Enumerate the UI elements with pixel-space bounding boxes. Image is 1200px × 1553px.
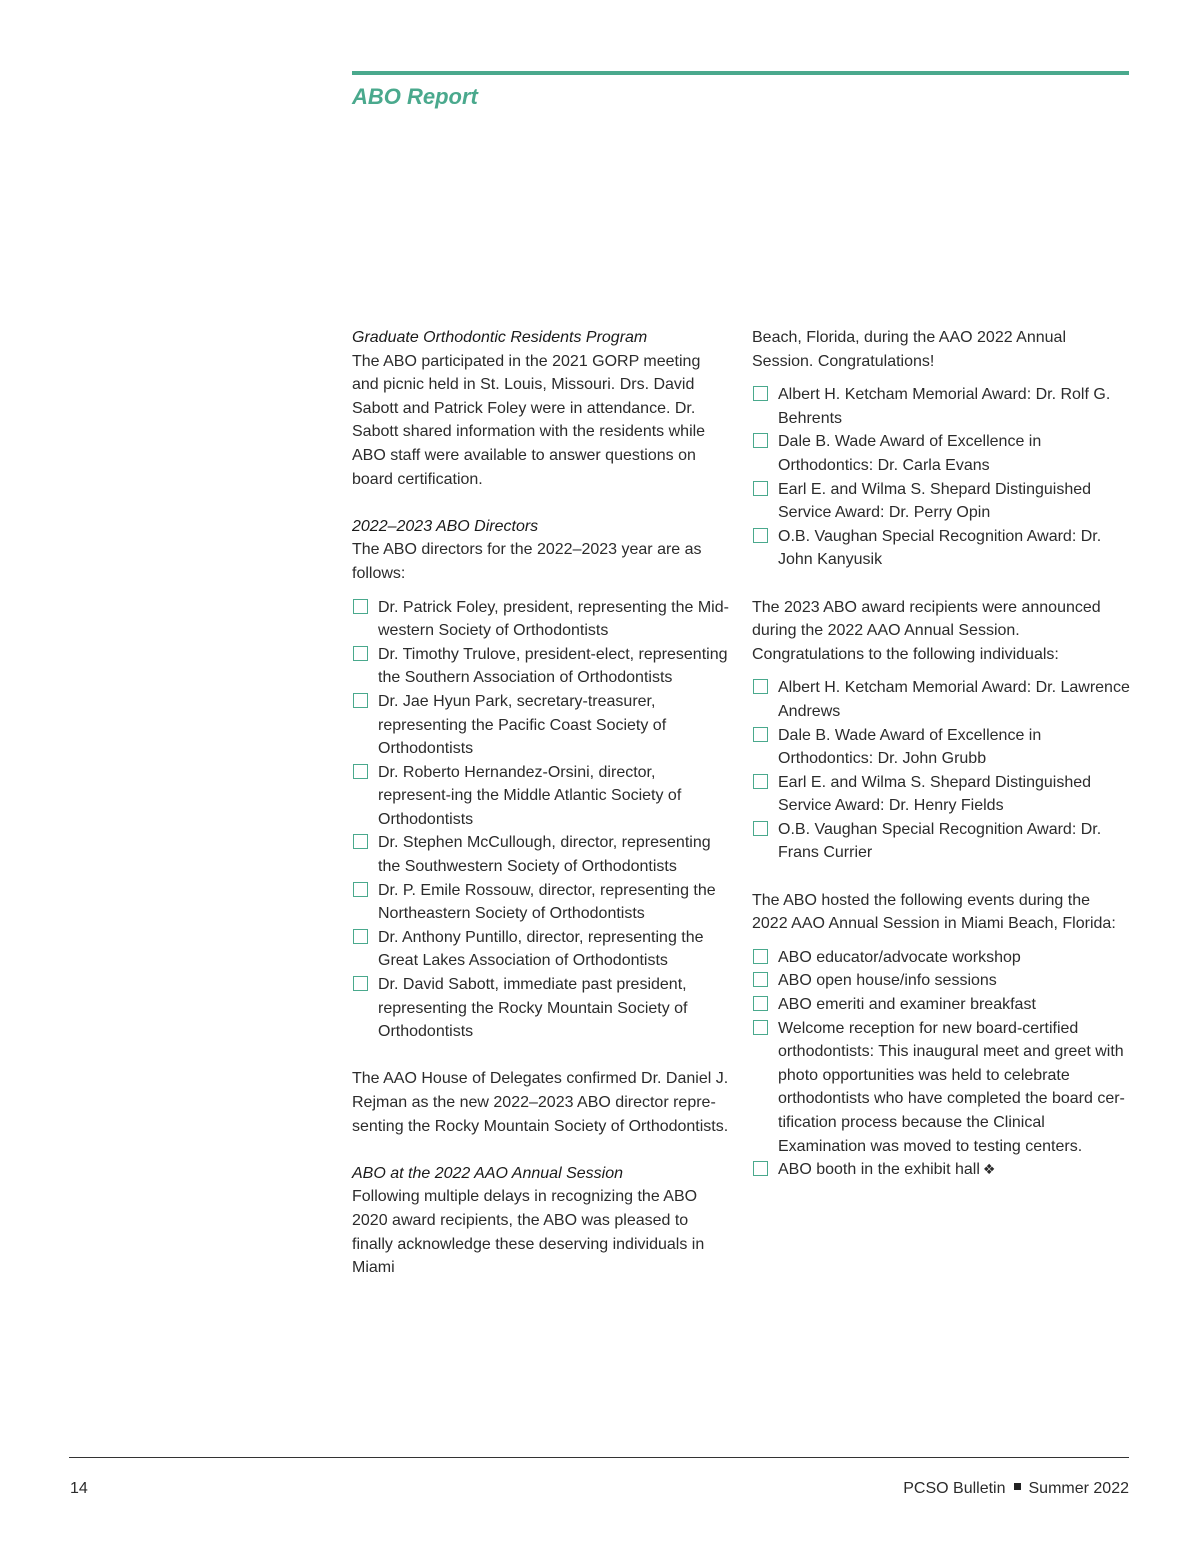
list-item: Albert H. Ketcham Memorial Award: Dr. Rolf G. Behrents — [752, 383, 1130, 430]
checkbox-bullet-icon — [353, 882, 368, 897]
checkbox-bullet-icon — [753, 528, 768, 543]
checkbox-bullet-icon — [753, 774, 768, 789]
checkbox-bullet-icon — [753, 433, 768, 448]
checkbox-bullet-icon — [753, 1161, 768, 1176]
checkbox-bullet-icon — [353, 599, 368, 614]
list-item: Dr. Timothy Trulove, president-elect, representing the Southern Association of Orthodontists — [352, 643, 730, 690]
footer-publication — [903, 1480, 1129, 1498]
events-list — [752, 946, 1130, 1182]
list-item: Earl E. and Wilma S. Shepard Distinguished Service Award: Dr. Henry Fields — [752, 771, 1130, 818]
top-rule — [352, 71, 1129, 75]
directors-list — [352, 596, 730, 1044]
checkbox-bullet-icon — [353, 834, 368, 849]
checkbox-bullet-icon — [353, 764, 368, 779]
events-intro: The ABO hosted the following events during the 2022 AAO Annual Session in Miami Beach, Florida: — [752, 891, 1116, 933]
end-mark-icon: ❖ — [982, 1161, 996, 1178]
gorp-heading: Graduate Orthodontic Residents Program — [352, 329, 648, 346]
checkbox-bullet-icon — [753, 996, 768, 1011]
directors-intro: The ABO directors for the 2022–2023 year are as follows: — [352, 541, 702, 582]
issue-label: Summer 2022 — [1028, 1480, 1129, 1497]
list-item: Dr. Patrick Foley, president, representing the Mid-western Society of Orthodontists — [352, 596, 730, 643]
checkbox-bullet-icon — [353, 929, 368, 944]
list-item: ABO emeriti and examiner breakfast — [752, 993, 1130, 1017]
footer-rule — [69, 1457, 1129, 1458]
checkbox-bullet-icon — [353, 976, 368, 991]
list-item: Dale B. Wade Award of Excellence in Orthodontics: Dr. John Grubb — [752, 724, 1130, 771]
list-item: Welcome reception for new board-certified orthodontists: This inaugural meet and greet with photo opportunities was held to celebrate orthodontists who have completed the board cer-tification process because the Clinical Examination was moved to testing centers. — [752, 1017, 1130, 1159]
list-item: Albert H. Ketcham Memorial Award: Dr. Lawrence Andrews — [752, 676, 1130, 723]
continuation-paragraph: Beach, Florida, during the AAO 2022 Annual Session. Congratulations! — [752, 329, 1066, 370]
checkbox-bullet-icon — [753, 481, 768, 496]
checkbox-bullet-icon — [753, 679, 768, 694]
checkbox-bullet-icon — [353, 646, 368, 661]
list-item: Dr. David Sabott, immediate past president, representing the Rocky Mountain Society of Orthodontists — [352, 973, 730, 1044]
awards-2020-list — [752, 383, 1130, 572]
list-item: Dr. Jae Hyun Park, secretary-treasurer, representing the Pacific Coast Society of Orthodontists — [352, 690, 730, 761]
list-item: O.B. Vaughan Special Recognition Award: Dr. Frans Currier — [752, 818, 1130, 865]
list-item: ABO booth in the exhibit hall ❖ — [752, 1158, 1130, 1182]
checkbox-bullet-icon — [753, 972, 768, 987]
gorp-body: The ABO participated in the 2021 GORP meeting and picnic held in St. Louis, Missouri. Drs. David Sabott and Patrick Foley were in attendance. Dr. Sabott shared information with the residents while ABO staff were available to answer questions on board certification. — [352, 352, 706, 488]
section-title: ABO Report — [352, 84, 478, 109]
square-separator-icon — [1014, 1483, 1021, 1490]
left-column — [352, 326, 730, 1280]
checkbox-bullet-icon — [753, 386, 768, 401]
checkbox-bullet-icon — [753, 949, 768, 964]
checkbox-bullet-icon — [753, 727, 768, 742]
publication-name: PCSO Bulletin — [903, 1480, 1006, 1497]
list-item: Earl E. and Wilma S. Shepard Distinguished Service Award: Dr. Perry Opin — [752, 478, 1130, 525]
list-item: ABO open house/info sessions — [752, 969, 1130, 993]
awards-2023-intro: The 2023 ABO award recipients were announced during the 2022 AAO Annual Session. Congratulations to the following individuals: — [752, 598, 1101, 663]
directors-heading: 2022–2023 ABO Directors — [352, 517, 539, 535]
checkbox-bullet-icon — [753, 1020, 768, 1035]
list-item: Dr. Stephen McCullough, director, representing the Southwestern Society of Orthodontists — [352, 831, 730, 878]
list-item: Dale B. Wade Award of Excellence in Orthodontics: Dr. Carla Evans — [752, 430, 1130, 477]
list-item: Dr. Roberto Hernandez-Orsini, director, represent-ing the Middle Atlantic Society of Orthodontists — [352, 761, 730, 832]
list-item: O.B. Vaughan Special Recognition Award: Dr. John Kanyusik — [752, 525, 1130, 572]
checkbox-bullet-icon — [353, 693, 368, 708]
list-item: ABO educator/advocate workshop — [752, 946, 1130, 970]
session-body: Following multiple delays in recognizing the ABO 2020 award recipients, the ABO was pleased to finally acknowledge these deserving individuals in Miami — [352, 1188, 705, 1277]
list-item: Dr. P. Emile Rossouw, director, representing the Northeastern Society of Orthodontists — [352, 879, 730, 926]
page-number: 14 — [70, 1480, 88, 1497]
checkbox-bullet-icon — [753, 821, 768, 836]
list-item: Dr. Anthony Puntillo, director, representing the Great Lakes Association of Orthodontists — [352, 926, 730, 973]
right-column — [752, 326, 1130, 1182]
house-of-delegates-paragraph: The AAO House of Delegates confirmed Dr. Daniel J. Rejman as the new 2022–2023 ABO director repre-senting the Rocky Mountain Society of Orthodontists. — [352, 1070, 729, 1135]
awards-2023-list — [752, 676, 1130, 865]
session-heading: ABO at the 2022 AAO Annual Session — [352, 1164, 623, 1182]
